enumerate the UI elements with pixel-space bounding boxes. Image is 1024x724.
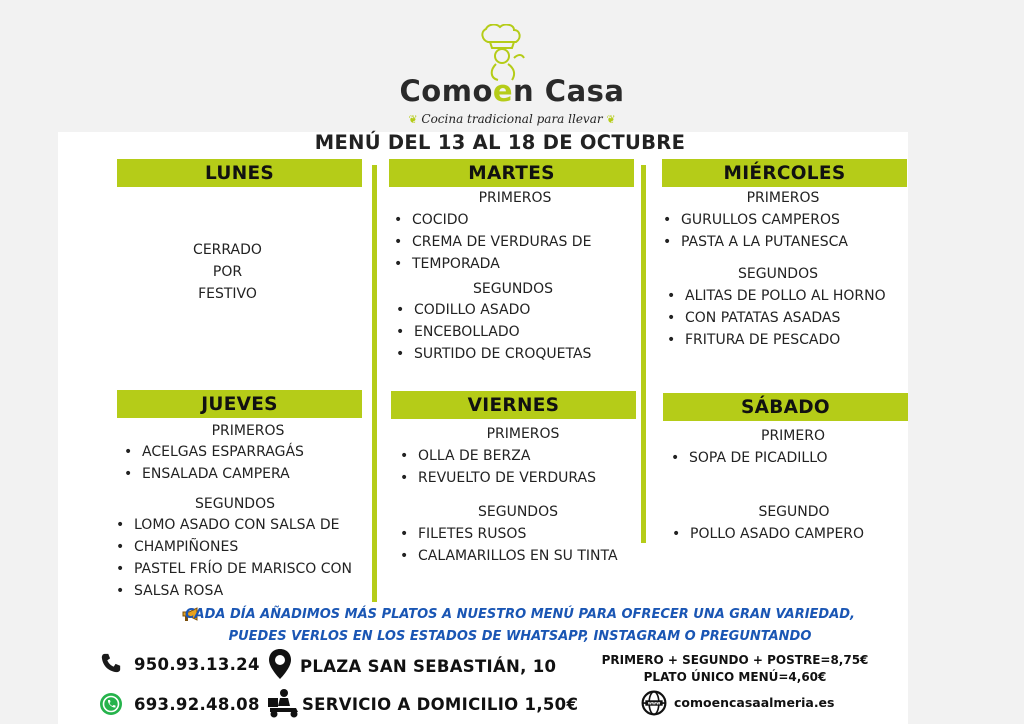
menu-item: • FRITURA DE PESCADO: [663, 329, 840, 351]
menu-item-continuation: • CON PATATAS ASADAS: [663, 307, 840, 329]
day-header-lunes: LUNES: [117, 159, 362, 187]
globe-icon: [641, 690, 667, 716]
whatsapp-number: 693.92.48.08: [134, 695, 260, 714]
menu-item: • ENSALADA CAMPERA: [120, 463, 290, 485]
section-label-segundos: SEGUNDOS: [473, 281, 553, 297]
price-full-menu: PRIMERO + SEGUNDO + POSTRE=8,75€: [601, 653, 869, 667]
phone-icon: [100, 652, 122, 674]
whatsapp-icon: [99, 692, 123, 716]
phone-number: 950.93.13.24: [134, 655, 260, 674]
day-header-miercoles: MIÉRCOLES: [662, 159, 907, 187]
menu-item: • CODILLO ASADO: [392, 299, 530, 321]
day-header-martes: MARTES: [389, 159, 634, 187]
menu-item: • ACELGAS ESPARRAGÁS: [120, 441, 304, 463]
menu-item: • OLLA DE BERZA: [396, 445, 530, 467]
menu-item-continuation: • CHAMPIÑONES: [112, 536, 238, 558]
section-label-segundo: SEGUNDO: [758, 504, 830, 520]
menu-item: • SURTIDO DE CROQUETAS: [392, 343, 591, 365]
menu-item: • FILETES RUSOS: [396, 523, 526, 545]
menu-item-continuation: • TEMPORADA: [390, 253, 500, 275]
column-divider: [641, 165, 646, 543]
logo: [0, 0, 1024, 132]
section-label-segundos: SEGUNDOS: [195, 496, 275, 512]
delivery-fee: SERVICIO A DOMICILIO 1,50€: [302, 695, 579, 714]
day-header-sabado: SÁBADO: [663, 393, 908, 421]
day-header-viernes: VIERNES: [391, 391, 636, 419]
svg-text:www: www: [647, 701, 661, 707]
leaf-icon: ❦: [606, 113, 616, 126]
menu-item: • SOPA DE PICADILLO: [667, 447, 828, 469]
delivery-scooter-icon: [266, 688, 302, 718]
menu-item-continuation: • ENCEBOLLADO: [392, 321, 520, 343]
section-label-primeros: PRIMEROS: [486, 426, 560, 442]
menu-title: MENÚ DEL 13 AL 18 DE OCTUBRE: [314, 131, 686, 154]
section-label-segundos: SEGUNDOS: [738, 266, 818, 282]
column-divider: [372, 165, 377, 602]
menu-item: • PASTEL FRÍO DE MARISCO CON: [112, 558, 352, 580]
day-header-jueves: JUEVES: [117, 390, 362, 418]
menu-item: • REVUELTO DE VERDURAS: [396, 467, 596, 489]
menu-item: • POLLO ASADO CAMPERO: [668, 523, 864, 545]
website-link[interactable]: comoencasaalmeria.es: [674, 695, 835, 710]
menu-item: • GURULLOS CAMPEROS: [659, 209, 840, 231]
menu-item: • ALITAS DE POLLO AL HORNO: [663, 285, 886, 307]
menu-item: • CALAMARILLOS EN SU TINTA: [396, 545, 618, 567]
menu-item: • LOMO ASADO CON SALSA DE: [112, 514, 339, 536]
leaf-icon: ❦: [408, 113, 418, 126]
brand-name: Comoen Casa: [399, 74, 625, 108]
section-label-primero: PRIMERO: [761, 428, 825, 444]
section-label-primeros: PRIMEROS: [211, 423, 285, 439]
notice-line: CADA DÍA AÑADIMOS MÁS PLATOS A NUESTRO MENÚ PARA OFRECER UNA GRAN VARIEDAD,: [184, 607, 855, 622]
menu-item-continuation: • SALSA ROSA: [112, 580, 223, 602]
address: PLAZA SAN SEBASTIÁN, 10: [300, 657, 557, 676]
closed-notice: CERRADO POR FESTIVO: [193, 242, 262, 302]
menu-item: • CREMA DE VERDURAS DE: [390, 231, 591, 253]
section-label-primeros: PRIMEROS: [478, 190, 552, 206]
location-pin-icon: [268, 648, 292, 680]
tagline: ❦ Cocina tradicional para llevar ❦: [408, 112, 616, 126]
section-label-primeros: PRIMEROS: [746, 190, 820, 206]
section-label-segundos: SEGUNDOS: [478, 504, 558, 520]
price-single-dish: PLATO ÚNICO MENÚ=4,60€: [643, 670, 827, 684]
menu-item: • COCIDO: [390, 209, 469, 231]
notice-line: PUEDES VERLOS EN LOS ESTADOS DE WHATSAPP, INSTAGRAM O PREGUNTANDO: [228, 629, 812, 644]
menu-item: • PASTA A LA PUTANESCA: [659, 231, 848, 253]
